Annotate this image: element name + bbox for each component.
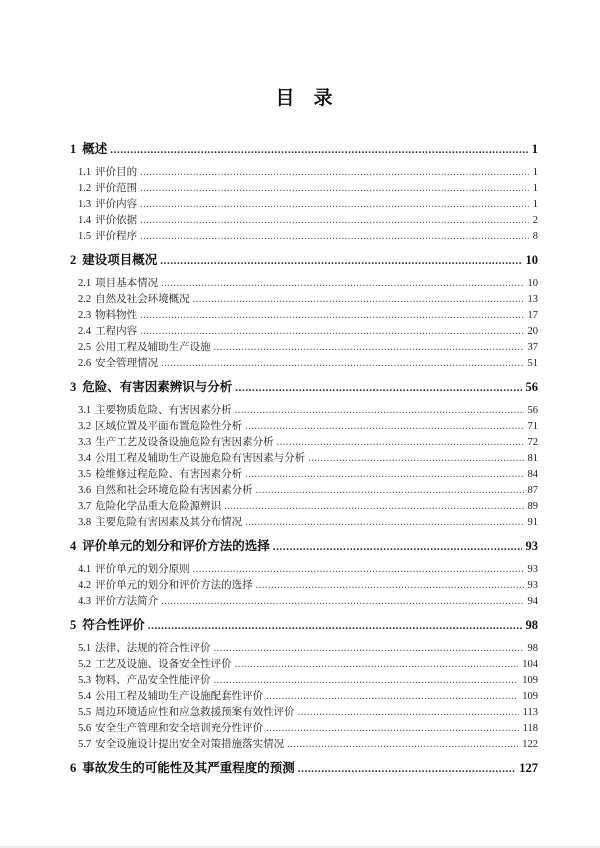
entry-title: 主要危险有害因素及其分布情况 — [95, 517, 243, 528]
dot-leader — [266, 721, 519, 737]
page-number: 10 — [525, 253, 538, 267]
entry-number: 3.6 — [78, 485, 92, 496]
entry-title: 评价单元的划分和评价方法的选择 — [82, 539, 270, 553]
entry-number: 3.1 — [78, 405, 92, 416]
entry-number: 3.3 — [78, 437, 92, 448]
toc-item-row — [70, 197, 538, 213]
page-number: 10 — [527, 278, 538, 289]
entry-title: 公用工程及辅助生产设施配套性评价 — [95, 691, 264, 702]
toc-item-row — [70, 483, 538, 499]
entry-number: 4 — [70, 539, 77, 553]
toc-item-row — [70, 467, 538, 483]
page-number: 122 — [522, 739, 538, 750]
dot-leader — [161, 356, 523, 372]
toc-item-row — [70, 340, 538, 356]
entry-title: 评价单元的划分原则 — [95, 564, 190, 575]
toc-section-row — [70, 538, 538, 555]
toc-item-row — [70, 562, 538, 578]
entry-number: 1 — [70, 142, 77, 156]
dot-leader — [235, 657, 519, 673]
entry-number: 4.3 — [78, 596, 92, 607]
page-number: 56 — [527, 405, 538, 416]
toc-item-row — [70, 403, 538, 419]
dot-leader — [214, 340, 524, 356]
dot-leader — [245, 419, 523, 435]
entry-number: 5 — [70, 618, 77, 632]
entry-title: 工程内容 — [95, 326, 138, 337]
page-number: 127 — [519, 761, 538, 775]
toc-item-row — [70, 737, 538, 753]
entry-number: 4.1 — [78, 564, 92, 575]
page-number: 72 — [527, 437, 538, 448]
entry-number: 2.4 — [78, 326, 92, 337]
entry-number: 3.5 — [78, 469, 92, 480]
toc-section-row — [70, 379, 538, 396]
entry-title: 物料、产品安全性能评价 — [95, 675, 211, 686]
page-number: 8 — [532, 231, 538, 242]
dot-leader — [235, 380, 521, 396]
entry-number: 2.3 — [78, 310, 92, 321]
entry-number: 1.3 — [78, 199, 92, 210]
toc-item-row — [70, 419, 538, 435]
toc-item-row — [70, 705, 538, 721]
toc-list — [70, 141, 538, 777]
dot-leader — [224, 499, 523, 515]
page-number: 104 — [522, 659, 538, 670]
toc-item-row — [70, 641, 538, 657]
entry-title: 主要物质危险、有害因素分析 — [95, 405, 232, 416]
dot-leader — [140, 165, 529, 181]
entry-title: 危险、有害因素辨识与分析 — [82, 380, 233, 394]
toc-item-row — [70, 356, 538, 372]
page-number: 1 — [532, 167, 538, 178]
toc-section-row — [70, 760, 538, 777]
dot-leader — [256, 483, 524, 499]
dot-leader — [235, 403, 524, 419]
page-number: 2 — [532, 215, 538, 226]
dot-leader — [298, 761, 515, 777]
entry-title: 建设项目概况 — [82, 253, 158, 267]
page-number: 1 — [532, 199, 538, 210]
dot-leader — [277, 435, 524, 451]
page-number: 71 — [527, 421, 538, 432]
entry-number: 5.3 — [78, 675, 92, 686]
toc-section-row — [70, 141, 538, 158]
entry-title: 概述 — [82, 142, 108, 156]
page-number: 109 — [522, 675, 538, 686]
dot-leader — [245, 467, 523, 483]
toc-item-row — [70, 515, 538, 531]
entry-number: 5.1 — [78, 643, 92, 654]
toc-item-row — [70, 229, 538, 245]
toc-item-row — [70, 213, 538, 229]
entry-title: 危险化学品重大危险源辨识 — [95, 501, 222, 512]
toc-item-row — [70, 435, 538, 451]
toc-item-row — [70, 181, 538, 197]
entry-title: 安全生产管理和安全培训充分性评价 — [95, 723, 264, 734]
dot-leader — [193, 562, 524, 578]
toc-section-row — [70, 617, 538, 634]
entry-number: 3.4 — [78, 453, 92, 464]
entry-number: 1.2 — [78, 183, 92, 194]
dot-leader — [287, 737, 518, 753]
entry-title: 项目基本情况 — [95, 278, 159, 289]
page-number: 1 — [532, 183, 538, 194]
toc-item-row — [70, 673, 538, 689]
dot-leader — [161, 594, 523, 610]
entry-number: 2.6 — [78, 358, 92, 369]
entry-number: 2.1 — [78, 278, 92, 289]
page-number: 20 — [527, 326, 538, 337]
page-number: 87 — [527, 485, 538, 496]
entry-number: 3 — [70, 380, 77, 394]
page-number: 89 — [527, 501, 538, 512]
dot-leader — [193, 292, 524, 308]
page-number: 81 — [527, 453, 538, 464]
page-number: 93 — [525, 539, 538, 553]
toc-item-row — [70, 499, 538, 515]
dot-leader — [308, 451, 523, 467]
entry-title: 生产工艺及设备设施危险有害因素分析 — [95, 437, 274, 448]
dot-leader — [266, 689, 518, 705]
page-number: 98 — [527, 643, 538, 654]
page-number: 17 — [527, 310, 538, 321]
toc-section-row — [70, 252, 538, 269]
entry-title: 法律、法规的符合性评价 — [95, 643, 211, 654]
entry-number: 5.7 — [78, 739, 92, 750]
dot-leader — [110, 142, 527, 158]
dot-leader — [273, 539, 522, 555]
page-number: 109 — [522, 691, 538, 702]
entry-number: 2 — [70, 253, 77, 267]
toc-item-row — [70, 721, 538, 737]
entry-number: 5.5 — [78, 707, 92, 718]
entry-number: 3.2 — [78, 421, 92, 432]
page-number: 13 — [527, 294, 538, 305]
page-number: 84 — [527, 469, 538, 480]
entry-title: 物料物性 — [95, 310, 138, 321]
entry-title: 安全设施设计提出安全对策措施落实情况 — [95, 739, 285, 750]
toc-item-row — [70, 451, 538, 467]
entry-title: 公用工程及辅助生产设施 — [95, 342, 211, 353]
entry-title: 安全管理情况 — [95, 358, 159, 369]
entry-number: 1.5 — [78, 231, 92, 242]
entry-title: 评价内容 — [95, 199, 138, 210]
page-number: 98 — [525, 618, 538, 632]
entry-number: 5.6 — [78, 723, 92, 734]
toc-item-row — [70, 165, 538, 181]
toc-item-row — [70, 324, 538, 340]
dot-leader — [298, 705, 519, 721]
entry-number: 5.2 — [78, 659, 92, 670]
dot-leader — [214, 641, 524, 657]
dot-leader — [140, 324, 523, 340]
entry-number: 1.1 — [78, 167, 92, 178]
dot-leader — [161, 276, 523, 292]
entry-title: 评价依据 — [95, 215, 138, 226]
entry-number: 3.8 — [78, 517, 92, 528]
entry-title: 区域位置及平面布置危险性分析 — [95, 421, 243, 432]
entry-title: 评价目的 — [95, 167, 138, 178]
page-number: 93 — [527, 580, 538, 591]
dot-leader — [256, 578, 524, 594]
page-number: 91 — [527, 517, 538, 528]
dot-leader — [148, 618, 522, 634]
entry-number: 6 — [70, 761, 77, 775]
page-number: 1 — [531, 142, 538, 156]
dot-leader — [140, 308, 523, 324]
toc-item-row — [70, 594, 538, 610]
dot-leader — [140, 181, 529, 197]
entry-title: 符合性评价 — [82, 618, 145, 632]
entry-title: 工艺及设施、设备安全性评价 — [95, 659, 232, 670]
dot-leader — [160, 253, 521, 269]
page-number: 118 — [522, 723, 538, 734]
entry-number: 4.2 — [78, 580, 92, 591]
dot-leader — [140, 229, 529, 245]
entry-number: 2.5 — [78, 342, 92, 353]
entry-title: 公用工程及辅助生产设施危险有害因素与分析 — [95, 453, 306, 464]
entry-title: 评价程序 — [95, 231, 138, 242]
dot-leader — [214, 673, 519, 689]
entry-title: 自然及社会环境概况 — [95, 294, 190, 305]
toc-item-row — [70, 292, 538, 308]
entry-title: 自然和社会环境危险有害因素分析 — [95, 485, 253, 496]
page-number: 93 — [527, 564, 538, 575]
entry-title: 周边环境适应性和应急救援预案有效性评价 — [95, 707, 295, 718]
entry-title: 评价方法简介 — [95, 596, 159, 607]
page-number: 56 — [525, 380, 538, 394]
page-number: 94 — [527, 596, 538, 607]
dot-leader — [245, 515, 523, 531]
entry-number: 5.4 — [78, 691, 92, 702]
entry-number: 1.4 — [78, 215, 92, 226]
page-number: 37 — [527, 342, 538, 353]
page-number: 113 — [522, 707, 538, 718]
entry-title: 事故发生的可能性及其严重程度的预测 — [82, 761, 295, 775]
page-number: 51 — [527, 358, 538, 369]
dot-leader — [140, 213, 529, 229]
entry-number: 3.7 — [78, 501, 92, 512]
page-title: 目 录 — [275, 88, 333, 109]
dot-leader — [140, 197, 529, 213]
toc-item-row — [70, 689, 538, 705]
toc-item-row — [70, 276, 538, 292]
entry-title: 检维修过程危险、有害因素分析 — [95, 469, 243, 480]
entry-title: 评价单元的划分和评价方法的选择 — [95, 580, 253, 591]
toc-item-row — [70, 308, 538, 324]
toc-item-row — [70, 657, 538, 673]
toc-item-row — [70, 578, 538, 594]
entry-number: 2.2 — [78, 294, 92, 305]
entry-title: 评价范围 — [95, 183, 138, 194]
